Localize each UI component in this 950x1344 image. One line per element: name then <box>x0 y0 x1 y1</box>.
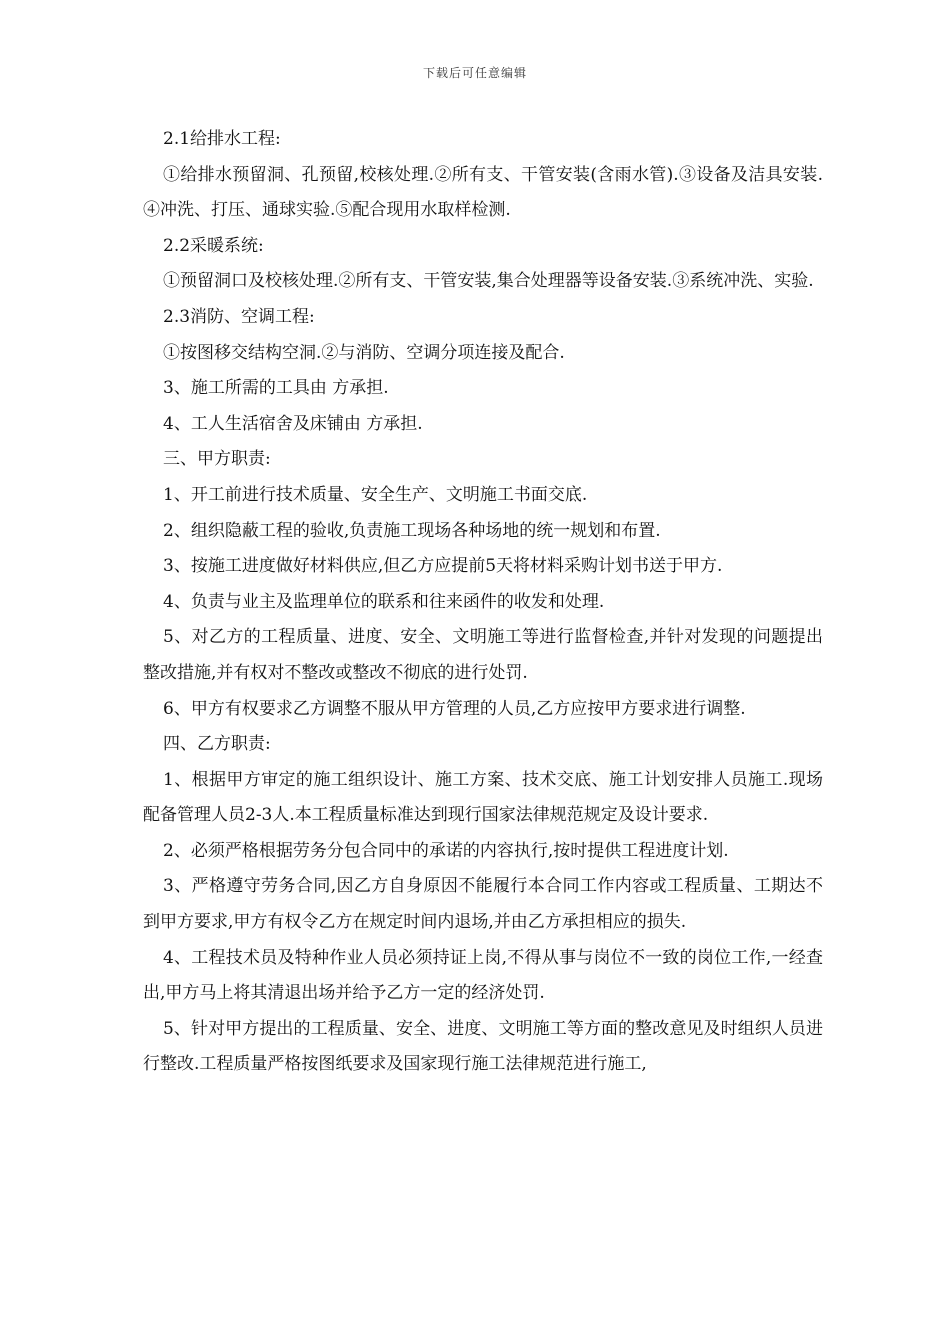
party-b-item-5: 5、针对甲方提出的工程质量、安全、进度、文明施工等方面的整改意见及时组织人员进行整改.工程质量严格按图纸要求及国家现行施工法律规范进行施工, <box>143 1018 823 1075</box>
party-a-item-6: 6、甲方有权要求乙方调整不服从甲方管理的人员,乙方应按甲方要求进行调整. <box>163 698 746 719</box>
paragraph-2-1-heading: 2.1给排水工程: <box>163 129 281 149</box>
party-b-item-2: 2、必须严格根据劳务分包合同中的承诺的内容执行,按时提供工程进度计划. <box>163 840 729 861</box>
paragraph-2-2-heading: 2.2采暖系统: <box>163 235 264 256</box>
paragraph-2-3-body: ①按图移交结构空洞.②与消防、空调分项连接及配合. <box>163 342 565 363</box>
paragraph-2-3-heading: 2.3消防、空调工程: <box>163 306 315 327</box>
party-a-item-1: 1、开工前进行技术质量、安全生产、文明施工书面交底. <box>163 484 588 505</box>
paragraph-dormitory: 4、工人生活宿舍及床铺由 方承担. <box>163 413 423 434</box>
paragraph-2-2-body: ①预留洞口及校核处理.②所有支、干管安装,集合处理器等设备安装.③系统冲洗、实验. <box>163 271 814 292</box>
party-b-item-3: 3、严格遵守劳务合同,因乙方自身原因不能履行本合同工作内容或工程质量、工期达不到甲方要求,甲方有权令乙方在规定时间内退场,并由乙方承担相应的损失. <box>143 876 823 933</box>
section-heading-party-b: 四、乙方职责: <box>163 734 271 755</box>
document-body <box>143 122 823 1083</box>
party-a-item-4: 4、负责与业主及监理单位的联系和往来函件的收发和处理. <box>163 591 605 612</box>
party-a-item-3: 3、按施工进度做好材料供应,但乙方应提前5天将材料采购计划书送于甲方. <box>163 556 723 577</box>
party-a-item-2: 2、组织隐蔽工程的验收,负责施工现场各种场地的统一规划和布置. <box>163 520 661 541</box>
party-b-item-4: 4、工程技术员及特种作业人员必须持证上岗,不得从事与岗位不一致的岗位工作,一经查出,甲方马上将其清退出场并给予乙方一定的经济处罚. <box>143 947 823 1004</box>
party-b-item-1: 1、根据甲方审定的施工组织设计、施工方案、技术交底、施工计划安排人员施工.现场配备管理人员2-3人.本工程质量标准达到现行国家法律规范规定及设计要求. <box>143 769 823 826</box>
page-header: 下载后可任意编辑 <box>422 66 527 80</box>
section-heading-party-a: 三、甲方职责: <box>163 449 271 470</box>
paragraph-2-1-body: ①给排水预留洞、孔预留,校核处理.②所有支、干管安装(含雨水管).③设备及洁具安装.④冲洗、打压、通球实验.⑤配合现用水取样检测. <box>143 164 823 221</box>
paragraph-tools: 3、施工所需的工具由 方承担. <box>163 378 389 399</box>
party-a-item-5: 5、对乙方的工程质量、进度、安全、文明施工等进行监督检查,并针对发现的问题提出整改措施,并有权对不整改或整改不彻底的进行处罚. <box>143 627 823 683</box>
